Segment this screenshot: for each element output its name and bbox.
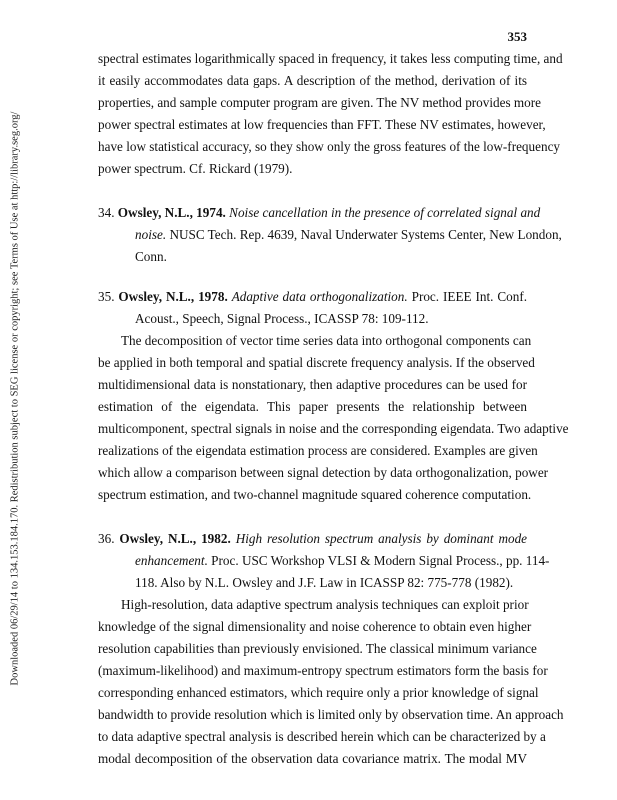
text-line: have low statistical accuracy, so they show only the gross features of the low-frequency bbox=[98, 139, 561, 154]
text-line: power spectrum. Cf. Rickard (1979). bbox=[98, 161, 293, 176]
entry-number: 35. bbox=[98, 289, 115, 304]
entry-source: Proc. USC Workshop VLSI & Modern Signal Process., pp. 114- bbox=[211, 553, 550, 568]
text-line: The decomposition of vector time series data into orthogonal components can bbox=[121, 333, 532, 348]
entry-author: Owsley, N.L., 1974. bbox=[117, 205, 226, 220]
entry-number: 34. bbox=[98, 205, 115, 220]
text-line: multicomponent, spectral signals in noise and the corresponding eigendata. Two adaptive bbox=[98, 421, 569, 436]
text-line: knowledge of the signal dimensionality and noise coherence to obtain even higher bbox=[98, 619, 532, 634]
entry-author: Owsley, N.L., 1978. bbox=[118, 289, 228, 304]
text-line: which allow a comparison between signal detection by data orthogonalization, power bbox=[98, 465, 549, 480]
entry-title: Adaptive data orthogonalization. bbox=[231, 289, 408, 304]
text-line: modal decomposition of the observation data covariance matrix. The modal MV bbox=[98, 751, 527, 766]
text-line: realizations of the eigendata estimation process are considered. Examples are given bbox=[98, 443, 538, 458]
entry-number: 36. bbox=[98, 531, 115, 546]
text-line: spectrum estimation, and two-channel magnitude squared coherence computation. bbox=[98, 487, 532, 502]
text-line: corresponding enhanced estimators, which require only a prior knowledge of signal bbox=[98, 685, 539, 700]
text-line: be applied in both temporal and spatial discrete frequency analysis. If the observed bbox=[98, 355, 535, 370]
entry-title: enhancement. bbox=[135, 553, 208, 568]
page-number: 353 bbox=[507, 29, 527, 44]
text-line: properties, and sample computer program are given. The NV method provides more bbox=[98, 95, 541, 110]
text-line: it easily accommodates data gaps. A description of the method, derivation of its bbox=[98, 73, 527, 88]
text-line: multidimensional data is nonstationary, then adaptive procedures can be used for bbox=[98, 377, 527, 392]
entry-title: High resolution spectrum analysis by dominant mode bbox=[235, 531, 528, 546]
entry-source: Proc. IEEE Int. Conf. bbox=[411, 289, 528, 304]
entry-title: Noise cancellation in the presence of correlated signal and bbox=[229, 205, 541, 220]
text-line: power spectral estimates at low frequencies than FFT. These NV estimates, however, bbox=[98, 117, 546, 132]
entry-author: Owsley, N.L., 1982. bbox=[119, 531, 231, 546]
text-line: (maximum-likelihood) and maximum-entropy spectrum estimators form the basis for bbox=[98, 663, 548, 678]
entry-source: Acoust., Speech, Signal Process., ICASSP 78: 109-112. bbox=[135, 311, 429, 326]
text-line: estimation of the eigendata. This paper presents the relationship between bbox=[98, 399, 527, 414]
entry-source: Conn. bbox=[135, 249, 167, 264]
entry-source: NUSC Tech. Rep. 4639, Naval Underwater Systems Center, New London, bbox=[169, 227, 562, 242]
text-line: spectral estimates logarithmically spaced in frequency, it takes less computing time, and bbox=[98, 51, 563, 66]
text-line: resolution capabilities than previously envisioned. The classical minimum variance bbox=[98, 641, 537, 656]
download-notice: Downloaded 06/29/14 to 134.153.184.170. Redistribution subject to SEG license or copyright; see Terms of Use at http://library.seg.org/ bbox=[9, 111, 21, 686]
entry-source: 118. Also by N.L. Owsley and J.F. Law in ICASSP 82: 775-778 (1982). bbox=[135, 575, 514, 590]
entry-title: noise. bbox=[135, 227, 167, 242]
text-line: to data adaptive spectral analysis is described herein which can be characterized by a bbox=[98, 729, 546, 744]
text-line: High-resolution, data adaptive spectrum analysis techniques can exploit prior bbox=[121, 597, 529, 612]
text-line: bandwidth to provide resolution which is limited only by observation time. An approach bbox=[98, 707, 564, 722]
